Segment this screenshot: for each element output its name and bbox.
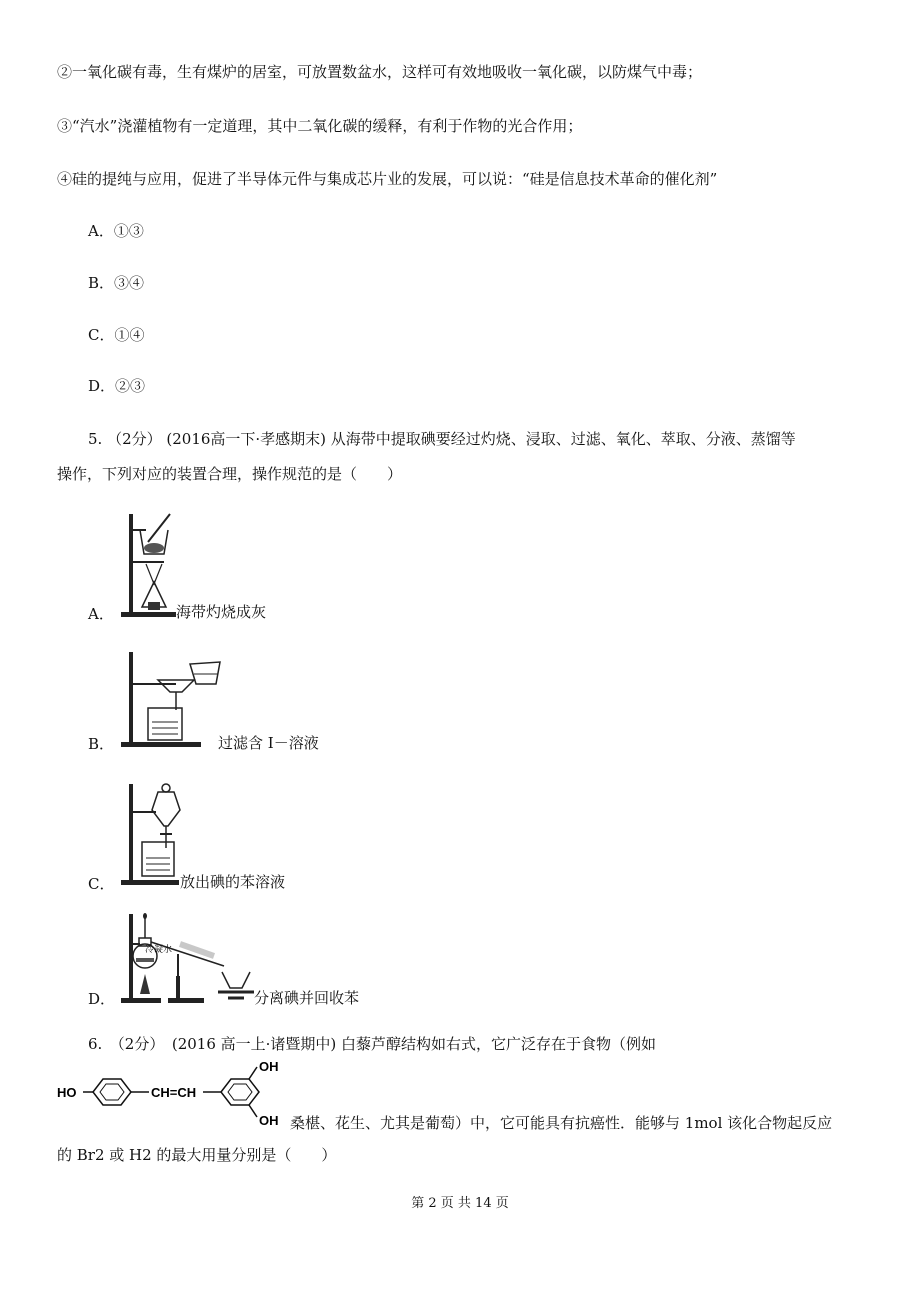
filtration-apparatus-figure [118, 650, 222, 750]
condenser-water-label: 冷凝水 [145, 945, 173, 955]
structure-oh-top-label: OH [259, 1059, 279, 1074]
structure-oh-bottom-label: OH [259, 1113, 279, 1127]
q6-stem-line2: 桑椹、花生、尤其是葡萄）中，它可能具有抗癌性．能够与 1mol 该化合物起反应 [290, 1114, 833, 1132]
q4-option-a[interactable] [88, 221, 144, 241]
q5-option-b-caption: 过滤含 I－溶液 [218, 734, 319, 752]
q5-option-d-caption: 分离碘并回收苯 [254, 989, 360, 1007]
q5-option-c-caption: 放出碘的苯溶液 [180, 873, 286, 891]
option-text: ③④ [114, 274, 145, 292]
q5-option-b-letter[interactable]: B． [88, 735, 115, 753]
separatory-funnel-figure [118, 782, 184, 888]
burning-apparatus-figure [118, 512, 178, 620]
statement-4: ④硅的提纯与应用，促进了半导体元件与集成芯片业的发展，可以说：“硅是信息技术革命的催化剂” [57, 170, 718, 188]
option-letter: D． [88, 377, 116, 395]
q5-stem-line1: 5. （2分） (2016高一下·孝感期末) 从海带中提取碘要经过灼烧、浸取、过滤、氧化、萃取、分液、蒸馏等 [88, 430, 796, 448]
q6-stem-line3: 的 Br2 或 H2 的最大用量分别是（ ） [57, 1146, 337, 1164]
distillation-apparatus-figure [118, 912, 254, 1006]
option-text: ②③ [115, 377, 146, 395]
option-text: ①③ [113, 222, 144, 240]
q5-stem-line2: 操作，下列对应的装置合理，操作规范的是（ ） [57, 465, 403, 483]
structure-ho-label: HO [57, 1085, 77, 1100]
page-footer: 第 2 页 共 14 页 [411, 1196, 509, 1211]
q5-option-d-letter[interactable]: D． [88, 990, 116, 1008]
statement-2: ②一氧化碳有毒，生有煤炉的居室，可放置数盆水，这样可有效地吸收一氧化碳，以防煤气中毒； [57, 63, 703, 81]
q4-option-c[interactable] [88, 325, 145, 345]
option-letter: B． [88, 274, 115, 292]
q5-option-c-letter[interactable]: C． [88, 875, 115, 893]
q4-option-b[interactable] [88, 273, 144, 293]
q5-option-a-caption: 海带灼烧成灰 [176, 603, 267, 621]
resveratrol-structure-figure [55, 1057, 295, 1127]
statement-3: ③“汽水”浇灌植物有一定道理，其中二氧化碳的缓释，有利于作物的光合作用； [57, 117, 583, 135]
q6-stem-line1: 6. （2分） (2016 高一上·诸暨期中) 白藜芦醇结构如右式，它广泛存在于食物（例如 [88, 1035, 657, 1053]
q5-option-a-letter[interactable]: A． [88, 605, 114, 623]
option-letter: A． [88, 222, 114, 240]
option-text: ①④ [114, 326, 145, 344]
option-letter: C． [88, 326, 115, 344]
q4-option-d[interactable] [88, 376, 145, 396]
structure-vinylene-label: CH=CH [151, 1085, 197, 1100]
